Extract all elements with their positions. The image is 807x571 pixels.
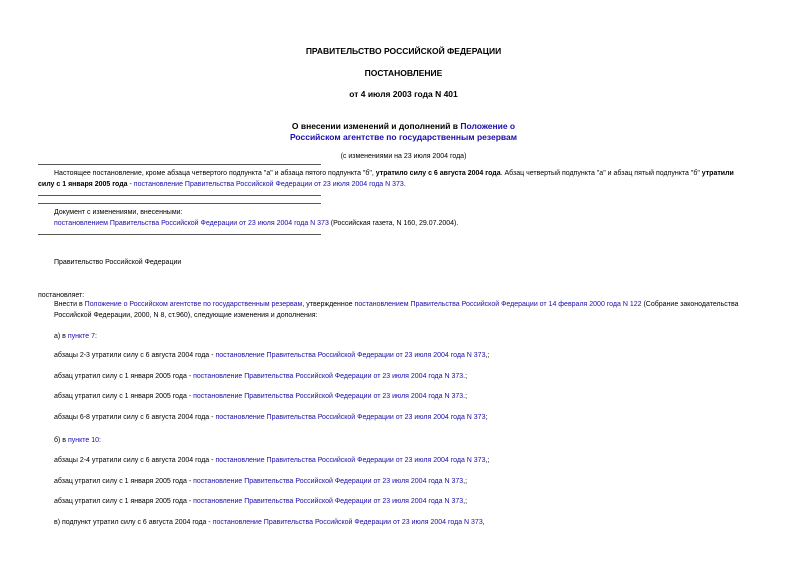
p-text: - bbox=[206, 519, 213, 526]
decree-373-link[interactable]: постановление Правительства Российской Федерации от 23 июля 2004 года N 373 bbox=[193, 498, 464, 505]
p-text: абзацы 6-8 утратили силу с 6 августа 2004 года bbox=[54, 414, 210, 421]
note-link[interactable]: постановление Правительства Российской Федерации от 23 июля 2004 года N 373 bbox=[133, 181, 404, 188]
divider bbox=[38, 203, 321, 204]
p-text: абзацы 2-4 утратили силу с 6 августа 2004 года bbox=[54, 457, 210, 464]
p-text: абзацы 2-3 утратили силу с 6 августа 2004 года bbox=[54, 352, 210, 359]
p-text: - bbox=[186, 393, 194, 400]
title-text: О внесении изменений и дополнений в bbox=[291, 121, 461, 131]
clause-7-link[interactable]: пункте 7 bbox=[67, 333, 95, 340]
p-text: , bbox=[482, 519, 485, 526]
item-b bbox=[54, 435, 786, 446]
document-title-line2 bbox=[0, 132, 807, 142]
gov-line: Правительство Российской Федерации bbox=[54, 259, 182, 266]
amended-note: (с изменениями на 23 июля 2004 года) bbox=[340, 153, 467, 160]
document-date: от 4 июля 2003 года N 401 bbox=[349, 89, 458, 99]
regulation-link[interactable]: Положение о Российском агентстве по государственным резервам bbox=[84, 301, 303, 308]
p-text: , утвержденное bbox=[302, 301, 355, 308]
item-a bbox=[54, 331, 786, 342]
p-text: - bbox=[186, 498, 194, 505]
decree-373-link[interactable]: постановление Правительства Российской Федерации от 23 июля 2004 года N 373 bbox=[215, 352, 486, 359]
validity-note-cont bbox=[38, 179, 770, 190]
changes-source bbox=[54, 218, 786, 229]
p-text: - bbox=[186, 478, 194, 485]
p-text: : bbox=[99, 437, 101, 444]
p-text: .; bbox=[463, 373, 468, 380]
note-text: Настоящее постановление, кроме абзаца четвертого подпункта "а" и абзаца пятого подпункта "б", bbox=[54, 170, 376, 177]
validity-note bbox=[54, 168, 770, 179]
title-link-part1[interactable]: Положение о bbox=[460, 121, 516, 131]
note-text: . bbox=[403, 181, 406, 188]
p-text: абзац утратил силу с 1 января 2005 года bbox=[54, 478, 187, 485]
resolves-line: постановляет: bbox=[38, 292, 85, 299]
changes-link[interactable]: постановлением Правительства Российской Федерации от 23 июля 2004 года N 373 bbox=[54, 220, 329, 227]
decree-373-link[interactable]: постановление Правительства Российской Федерации от 23 июля 2004 года N 373 bbox=[215, 414, 486, 421]
p-text: б) в bbox=[54, 437, 68, 444]
decree-373-link[interactable]: постановление Правительства Российской Федерации от 23 июля 2004 года N 373 bbox=[193, 373, 464, 380]
p-text: - bbox=[209, 352, 216, 359]
document-type: ПОСТАНОВЛЕНИЕ bbox=[364, 68, 443, 78]
note-bold: утратили bbox=[701, 170, 734, 177]
divider bbox=[38, 195, 321, 196]
main-paragraph bbox=[54, 299, 770, 321]
p-text: ,; bbox=[463, 498, 468, 505]
list-item bbox=[54, 476, 786, 487]
p-text: - bbox=[209, 457, 216, 464]
p-text: абзац утратил силу с 1 января 2005 года bbox=[54, 498, 187, 505]
divider bbox=[38, 234, 321, 235]
p-text: абзац утратил силу с 1 января 2005 года bbox=[54, 373, 187, 380]
list-item bbox=[54, 371, 786, 382]
p-text: (Собрание законодательства Российской Федерации, 2000, N 8, ст.960), следующие изменения и дополнения: bbox=[54, 301, 739, 319]
decree-373-link[interactable]: постановление Правительства Российской Федерации от 23 июля 2004 года N 373 bbox=[212, 519, 483, 526]
item-v bbox=[54, 517, 786, 528]
p-text: : bbox=[95, 333, 97, 340]
changes-label: Документ с изменениями, внесенными: bbox=[54, 209, 183, 216]
decree-373-link[interactable]: постановление Правительства Российской Федерации от 23 июля 2004 года N 373 bbox=[193, 478, 464, 485]
p-text: в) подпункт утратил силу с 6 августа 2004 года bbox=[54, 519, 207, 526]
decree-373-link[interactable]: постановление Правительства Российской Федерации от 23 июля 2004 года N 373 bbox=[215, 457, 486, 464]
note-text: - bbox=[127, 181, 134, 188]
list-item bbox=[54, 455, 786, 466]
decree-122-link[interactable]: постановлением Правительства Российской Федерации от 14 февраля 2000 года N 122 bbox=[354, 301, 642, 308]
government-heading: ПРАВИТЕЛЬСТВО РОССИЙСКОЙ ФЕДЕРАЦИИ bbox=[305, 46, 502, 56]
changes-source-text: (Российская газета, N 160, 29.07.2004). bbox=[328, 220, 459, 227]
p-text: Внести в bbox=[54, 301, 85, 308]
p-text: ; bbox=[485, 414, 488, 421]
divider bbox=[38, 164, 321, 165]
note-text: . Абзац четвертый подпункта "а" и абзац пятый подпункта "б" bbox=[500, 170, 702, 177]
p-text: абзац утратил силу с 1 января 2005 года bbox=[54, 393, 187, 400]
p-text: ,; bbox=[485, 457, 490, 464]
clause-10-link[interactable]: пункте 10 bbox=[67, 437, 100, 444]
p-text: .; bbox=[463, 393, 468, 400]
note-bold: силу с 1 января 2005 года bbox=[38, 181, 128, 188]
list-item bbox=[54, 350, 786, 361]
p-text: а) в bbox=[54, 333, 68, 340]
list-item bbox=[54, 496, 786, 507]
p-text: - bbox=[186, 373, 194, 380]
p-text: ,; bbox=[485, 352, 490, 359]
p-text: ,; bbox=[463, 478, 468, 485]
note-bold: утратило силу с 6 августа 2004 года bbox=[375, 170, 501, 177]
list-item bbox=[54, 391, 786, 402]
document-title-line1 bbox=[0, 121, 807, 131]
title-link-part2[interactable]: Российском агентстве по государственным резервам bbox=[289, 132, 518, 142]
list-item bbox=[54, 412, 786, 423]
p-text: - bbox=[209, 414, 216, 421]
decree-373-link[interactable]: постановление Правительства Российской Федерации от 23 июля 2004 года N 373 bbox=[193, 393, 464, 400]
